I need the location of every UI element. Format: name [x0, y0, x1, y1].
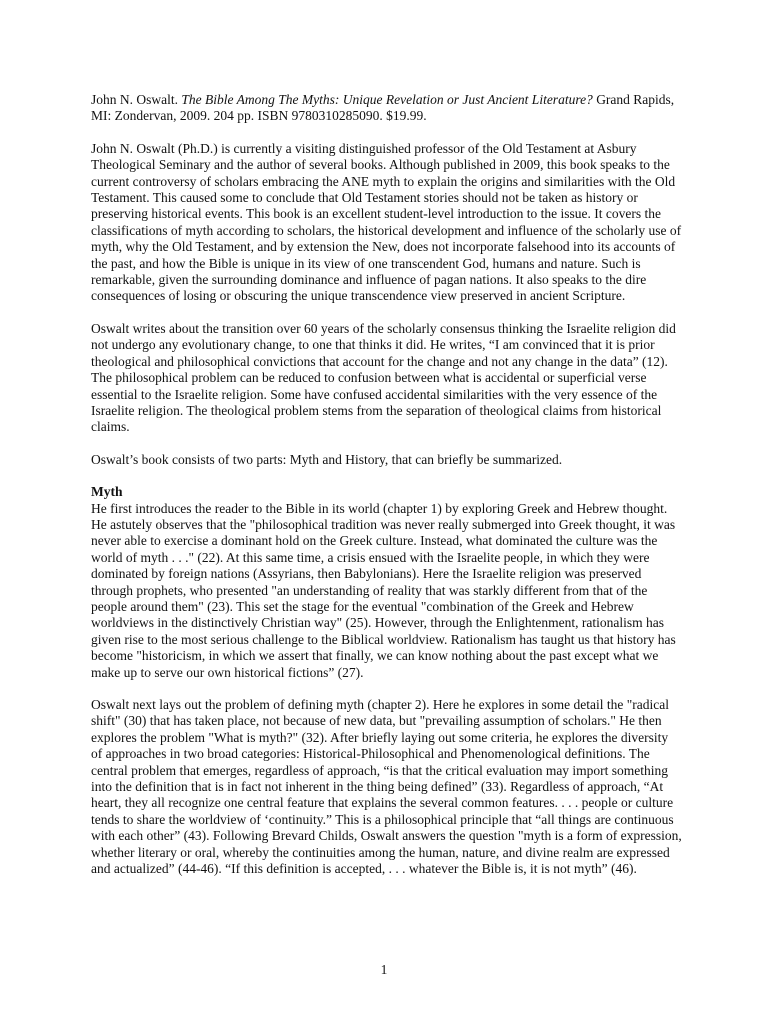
book-citation — [91, 92, 682, 125]
page-number: 1 — [380, 962, 388, 977]
paragraph-myth-chapter-1: He first introduces the reader to the Bible in its world (chapter 1) by exploring Greek and Hebrew thought. He astutely observes that the "philosophical tradition was never really submerged into Greek thought, it was never able to exercise a dominant hold on the Greek culture. Instead, what dominated the culture was the world of myth . . ." (22). At this same time, a crisis ensued with the Israelite people, in which they were dominated by foreign nations (Assyrians, then Babylonians). Here the Israelite religion was preserved through prophets, who presented "an understanding of reality that was starkly different from that of the people around them" (23). This set the stage for the eventual "combination of the Greek and Hebrew worldviews in the distinctively Christian way" (25). However, through the Enlightenment, rationalism has given rise to the most serious challenge to the Biblical worldview. Rationalism has taught us that history has become "historicism, in which we assert that finally, we can know nothing about the past except what we make up to serve our own historical fictions” (27). — [91, 500, 676, 680]
paragraph-book-structure: Oswalt’s book consists of two parts: Myth and History, that can briefly be summarized. — [91, 451, 563, 467]
citation-publication: Grand Rapids, MI: Zondervan, 2009. 204 pp. ISBN 9780310285090. $19.99. — [91, 92, 675, 124]
paragraph-author-bio: John N. Oswalt (Ph.D.) is currently a visiting distinguished professor of the Old Testament at Asbury Theological Seminary and the author of several books. Although published in 2009, this book speaks to the current controversy of scholars embracing the ANE myth to explain the origins and similarities with the Old Testament. This caused some to conclude that Old Testament stories should not be taken as history or preserving historical events. This book is an excellent student-level introduction to the issue. It covers the classifications of myth according to scholars, the historical development and influence of the scholarly use of myth, why the Old Testament, and by extension the New, does not incorporate falsehood into its accounts of the past, and how the Bible is unique in its view of one transcendent God, humans and nature. Such is remarkable, given the surrounding dominance and influence of pagan nations. It also speaks to the dire consequences of losing or obscuring the unique transcendence view preserved in ancient Scripture. — [91, 140, 682, 304]
citation-title: The Bible Among The Myths: Unique Revelation or Just Ancient Literature? — [181, 92, 593, 107]
citation-author: John N. Oswalt. — [91, 92, 182, 107]
paragraph-scholarly-transition: Oswalt writes about the transition over 60 years of the scholarly consensus thinking the Israelite religion did not undergo any evolutionary change, to one that thinks it did. He writes, “I am convinced that it is prior theological and philosophical convictions that account for the change and not any change in the data” (12). The philosophical problem can be reduced to confusion between what is accidental or superficial verse essential to the Israelite religion. Some have confused accidental similarities with the very essence of the Israelite religion. The theological problem stems from the separation of theological claims from historical claims. — [91, 320, 676, 435]
paragraph-myth-chapter-2: Oswalt next lays out the problem of defining myth (chapter 2). Here he explores in some detail the "radical shift" (30) that has taken place, not because of new data, but "prevailing assumption of scholars." He then explores the problem "What is myth?" (32). After briefly laying out some criteria, he explores the diversity of approaches in two broad categories: Historical-Philosophical and Phenomenological definitions. The central problem that emerges, regardless of approach, “is that the critical evaluation may import something into the definition that is in fact not inherent in the thing being defined” (33). Regardless of approach, “At heart, they all recognize one central feature that explains the several common features. . . . people or culture tends to share the worldview of ‘continuity.” This is a philosophical principle that “all things are continuous with each other” (43). Following Brevard Childs, Oswalt answers the question "myth is a form of expression, whether literary or oral, whereby the continuities among the human, nature, and divine realm are expressed and actualized” (44-46). “If this definition is accepted, . . . whatever the Bible is, it is not myth” (46). — [91, 697, 682, 877]
section-heading-myth: Myth — [91, 484, 123, 500]
